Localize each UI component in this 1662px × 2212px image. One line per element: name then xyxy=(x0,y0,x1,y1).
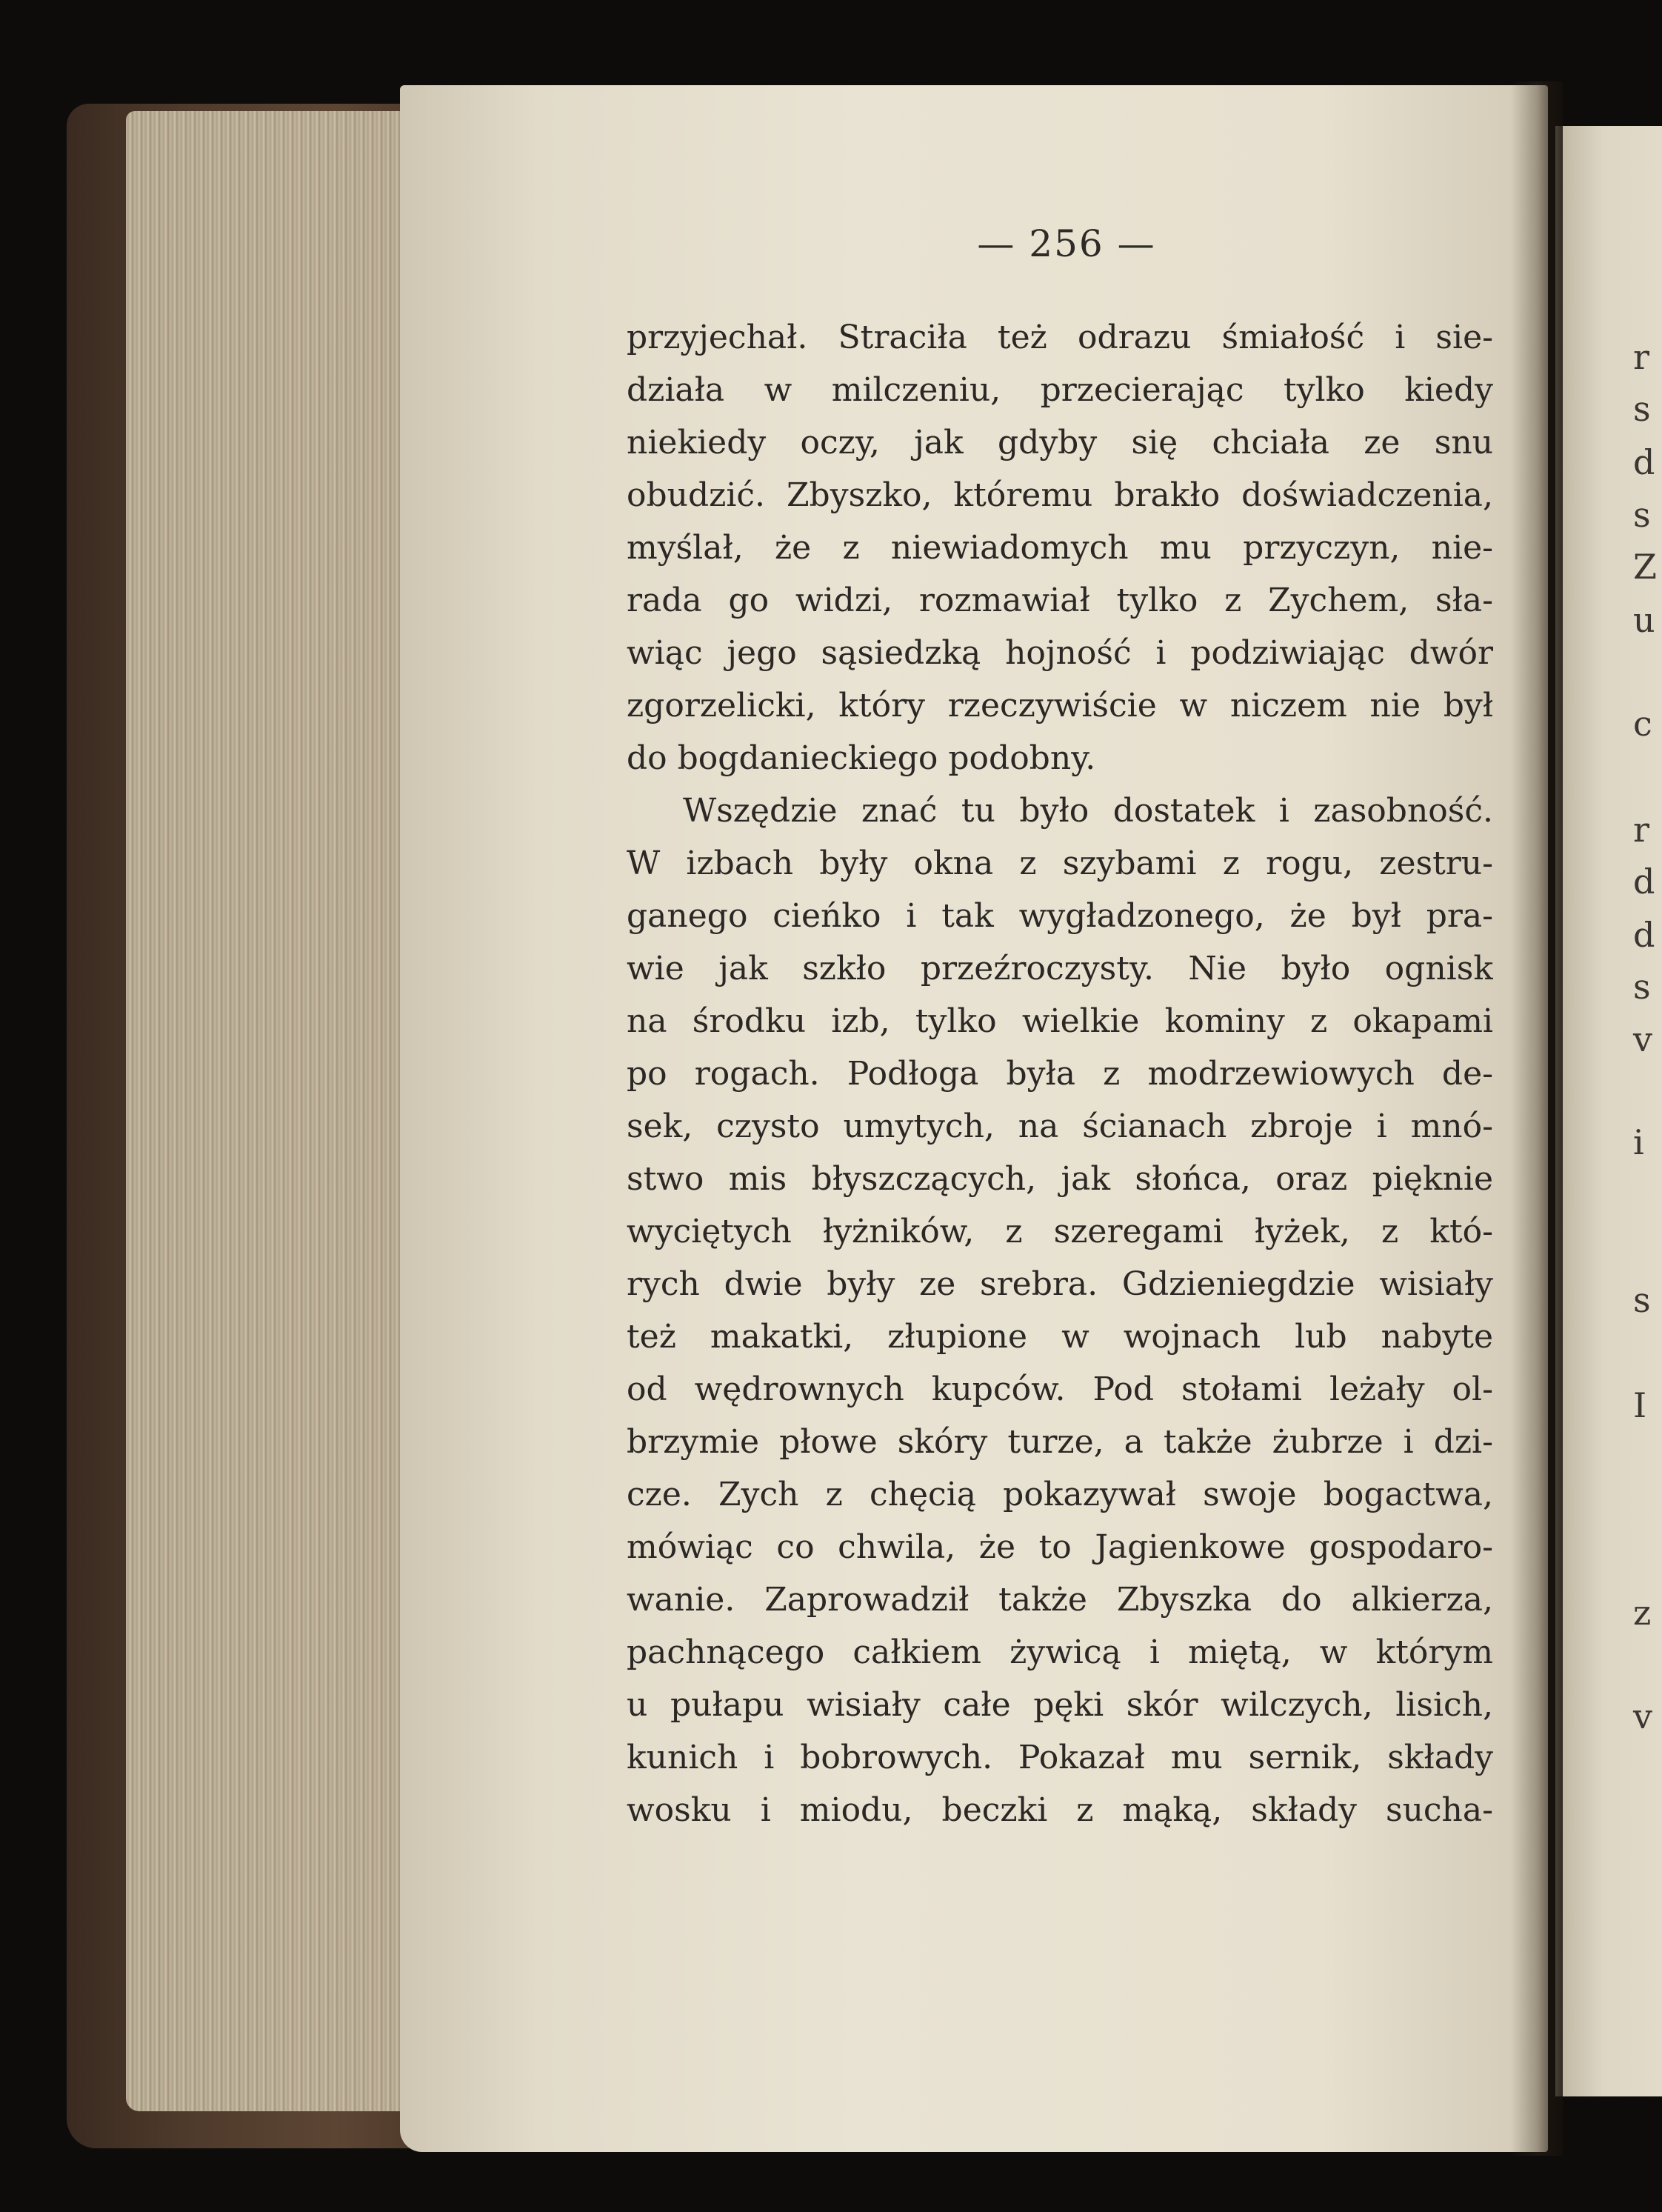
text-line: obudzić. Zbyszko, któremu brakło doświadczenia, xyxy=(627,476,1493,514)
text-line: kunich i bobrowych. Pokazał mu sernik, składy xyxy=(627,1739,1493,1776)
text-line: wie jak szkło przeźroczysty. Nie było ognisk xyxy=(627,950,1493,987)
text-line: Wszędzie znać tu było dostatek i zasobność. xyxy=(683,792,1493,830)
page-edges xyxy=(126,111,407,2111)
right-page-fragment: s xyxy=(1633,495,1651,535)
right-page-fragment: i xyxy=(1633,1122,1644,1162)
text-line: W izbach były okna z szybami z rogu, zestru- xyxy=(627,845,1493,882)
text-line: niekiedy oczy, jak gdyby się chciała ze snu xyxy=(627,424,1493,462)
text-line: wosku i miodu, beczki z mąką, składy sucha- xyxy=(627,1791,1493,1829)
text-line: od wędrownych kupców. Pod stołami leżały ol- xyxy=(627,1370,1493,1408)
right-page-fragment: v xyxy=(1633,1696,1652,1736)
text-line: wiąc jego sąsiedzką hojność i podziwiając dwór xyxy=(627,634,1493,672)
right-page-fragment: u xyxy=(1633,600,1655,640)
page-number-header: — 256 — xyxy=(977,222,1156,265)
right-page-fragment: d xyxy=(1633,915,1655,955)
text-line: wanie. Zaprowadził także Zbyszka do alkierza, xyxy=(627,1581,1493,1619)
text-line: cze. Zych z chęcią pokazywał swoje bogactwa, xyxy=(627,1476,1493,1513)
right-page-fragment: s xyxy=(1633,1280,1651,1320)
text-line: myślał, że z niewiadomych mu przyczyn, nie- xyxy=(627,529,1493,567)
right-page-fragment: s xyxy=(1633,389,1651,429)
right-page-fragment: s xyxy=(1633,967,1651,1007)
text-line: na środku izb, tylko wielkie kominy z okapami xyxy=(627,1002,1493,1040)
text-line: po rogach. Podłoga była z modrzewiowych de- xyxy=(627,1055,1493,1093)
book-gutter xyxy=(1511,81,1563,2156)
text-line: ganego cieńko i tak wygładzonego, że był pra- xyxy=(627,897,1493,935)
text-line: przyjechał. Straciła też odrazu śmiałość i sie- xyxy=(627,319,1493,356)
right-page-fragment: d xyxy=(1633,862,1655,902)
right-page-fragment: r xyxy=(1633,810,1649,850)
text-line: sek, czysto umytych, na ścianach zbroje i mnó- xyxy=(627,1107,1493,1145)
text-line: brzymie płowe skóry turze, a także żubrze i dzi- xyxy=(627,1423,1493,1461)
text-line: pachnącego całkiem żywicą i miętą, w którym xyxy=(627,1633,1493,1671)
right-page-fragment: r xyxy=(1633,337,1649,377)
text-line: do bogdanieckiego podobny. xyxy=(627,739,1096,777)
text-line: działa w milczeniu, przecierając tylko kiedy xyxy=(627,371,1493,409)
text-line: wyciętych łyżników, z szeregami łyżek, z któ- xyxy=(627,1213,1493,1250)
text-line: też makatki, złupione w wojnach lub nabyte xyxy=(627,1318,1493,1356)
page-body-text xyxy=(627,311,1493,1836)
text-line: stwo mis błyszczących, jak słońca, oraz pięknie xyxy=(627,1160,1493,1198)
right-page-fragment: I xyxy=(1633,1385,1647,1425)
right-page-fragment: Z xyxy=(1633,547,1657,587)
text-line: u pułapu wisiały całe pęki skór wilczych, lisich, xyxy=(627,1686,1493,1724)
right-page-fragment: d xyxy=(1633,442,1655,482)
right-page-fragment: z xyxy=(1633,1593,1652,1633)
right-page-fragment: c xyxy=(1633,704,1652,744)
text-line: mówiąc co chwila, że to Jagienkowe gospodaro- xyxy=(627,1528,1493,1566)
text-line: rada go widzi, rozmawiał tylko z Zychem, sła- xyxy=(627,582,1493,619)
text-line: zgorzelicki, który rzeczywiście w niczem nie był xyxy=(627,687,1493,724)
right-page-fragment: v xyxy=(1633,1019,1652,1059)
text-line: rych dwie były ze srebra. Gdzieniegdzie wisiały xyxy=(627,1265,1493,1303)
